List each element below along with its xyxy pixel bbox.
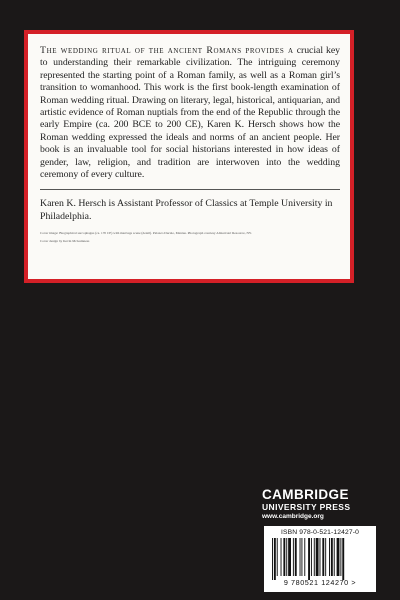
publisher-subtitle: UNIVERSITY PRESS xyxy=(262,502,351,512)
barcode-bar xyxy=(286,538,287,576)
barcode-bar xyxy=(322,538,324,576)
barcode-bar xyxy=(281,538,282,576)
blurb-panel xyxy=(24,30,354,283)
blurb-lead: The wedding ritual of the ancient Romans provides a xyxy=(40,45,294,56)
barcode-bar xyxy=(274,538,276,580)
author-bio: Karen K. Hersch is Assistant Professor of Classics at Temple University in Philadelphia. xyxy=(40,198,333,222)
barcode-bar xyxy=(301,538,302,576)
barcode-bar xyxy=(314,538,315,576)
barcode-bar xyxy=(308,538,310,580)
barcode-bar xyxy=(329,538,330,576)
barcode-bar xyxy=(334,538,335,576)
barcode-bar xyxy=(342,538,344,580)
barcode-bar xyxy=(316,538,319,576)
barcode-bar xyxy=(304,538,305,576)
barcode-bar xyxy=(325,538,326,576)
barcode-icon xyxy=(270,538,370,580)
publisher-url: www.cambridge.org xyxy=(262,513,324,520)
barcode-digits: 9 780521 124270 > xyxy=(283,578,357,587)
barcode-bar xyxy=(300,538,301,576)
cover-image-credit: Cover image: Biographical sarcophagus (ca. 170 CE) with marriage scene (detail). Palazzo Ducale, Mantua. Photograph courtesy Alinari/Art Resource, NY. xyxy=(40,231,252,236)
publisher-logo xyxy=(262,488,372,521)
barcode-bar xyxy=(337,538,340,576)
barcode-bar xyxy=(272,538,273,580)
barcode-bar xyxy=(331,538,333,576)
barcode-bar xyxy=(320,538,321,576)
barcode-bar xyxy=(295,538,297,576)
barcode-bar xyxy=(288,538,291,576)
isbn-label: ISBN 978-0-521-12427-0 xyxy=(280,529,360,536)
barcode-bar xyxy=(277,538,278,576)
credits xyxy=(40,231,340,244)
blurb-body: crucial key to understanding their remarkable civilization. The intriguing ceremony represented the starting point of a Roman family, as well as a Roman girl’s transition to womanhood. This work is the first book-length examination of Roman wedding ritual. Drawing on literary, legal, historical, antiquarian, and artistic evidence of Roman nuptials from the end of the Republic through the early Empire (ca. 200 BCE to 200 CE), Karen K. Hersch shows how the Roman wedding expressed the ideals and norms of an ancient people. Her book is an invaluable tool for social historians interested in how ideas of gender, law, religion, and tradition are interwoven into the wedding ceremony of every culture. xyxy=(40,45,340,181)
barcode-bar xyxy=(293,538,294,576)
blurb-text xyxy=(40,45,340,181)
barcode-bar xyxy=(311,538,312,576)
barcode-bar xyxy=(340,538,341,576)
barcode-block xyxy=(264,526,376,592)
publisher-name: CAMBRIDGE xyxy=(262,487,349,502)
divider xyxy=(40,189,340,190)
cover-design-credit: Cover design by Kevin McGuinness xyxy=(40,238,90,243)
barcode-bar xyxy=(283,538,285,576)
